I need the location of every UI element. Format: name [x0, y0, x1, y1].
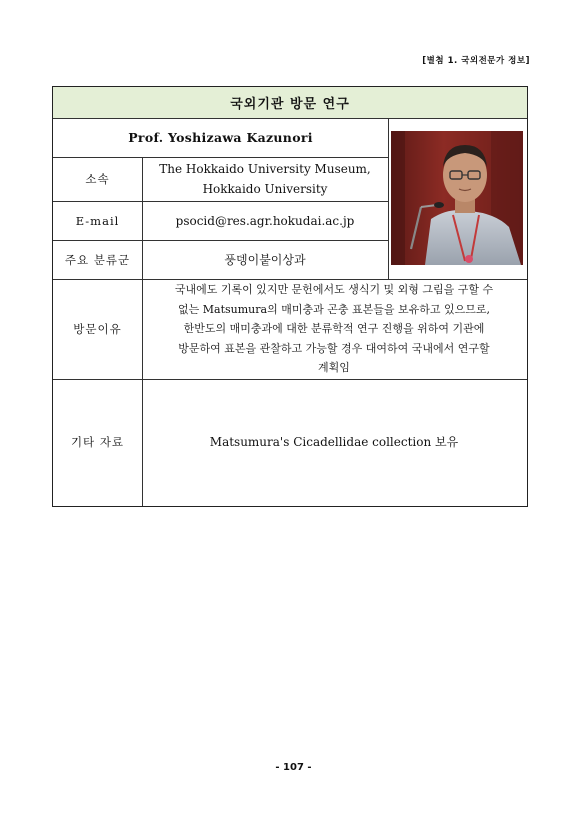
page-number: - 107 -	[275, 762, 312, 773]
email-value: psocid@res.agr.hokudai.ac.jp	[175, 213, 355, 228]
taxon-value: 풍뎅이붙이상과	[224, 252, 306, 267]
affiliation-label: 소속	[85, 172, 110, 186]
purpose-line: 한반도의 매미충과에 대한 분류학적 연구 진행을 위하여 기관에	[183, 322, 485, 336]
purpose-line: 방문하여 표본을 관찰하고 가능할 경우 대여하여 국내에서 연구할	[178, 341, 490, 355]
affiliation-line-2: Hokkaido University	[202, 182, 328, 196]
column-divider	[388, 118, 389, 279]
affiliation-line-1: The Hokkaido University Museum,	[159, 162, 371, 176]
purpose-label: 방문이유	[73, 322, 122, 336]
form-title: 국외기관 방문 연구	[53, 87, 527, 119]
purpose-value	[142, 279, 526, 379]
visit-info-form	[52, 86, 528, 507]
purpose-line: 없는 Matsumura의 매미충과 곤충 표본들을 보유하고 있으므로,	[178, 302, 490, 316]
expert-photo	[391, 131, 523, 265]
appendix-label: [별첨 1. 국외전문가 정보]	[422, 56, 530, 66]
email-label: E-mail	[75, 213, 120, 228]
expert-name: Prof. Yoshizawa Kazunori	[128, 130, 313, 145]
affiliation-value	[142, 157, 388, 201]
purpose-line: 계획임	[318, 361, 350, 375]
taxon-label: 주요 분류군	[64, 252, 131, 267]
other-value: Matsumura's Cicadellidae collection 보유	[209, 435, 459, 449]
purpose-line: 국내에도 기록이 있지만 문헌에서도 생식기 및 외형 그림을 구할 수	[174, 283, 494, 297]
other-label: 기타 자료	[70, 435, 125, 449]
